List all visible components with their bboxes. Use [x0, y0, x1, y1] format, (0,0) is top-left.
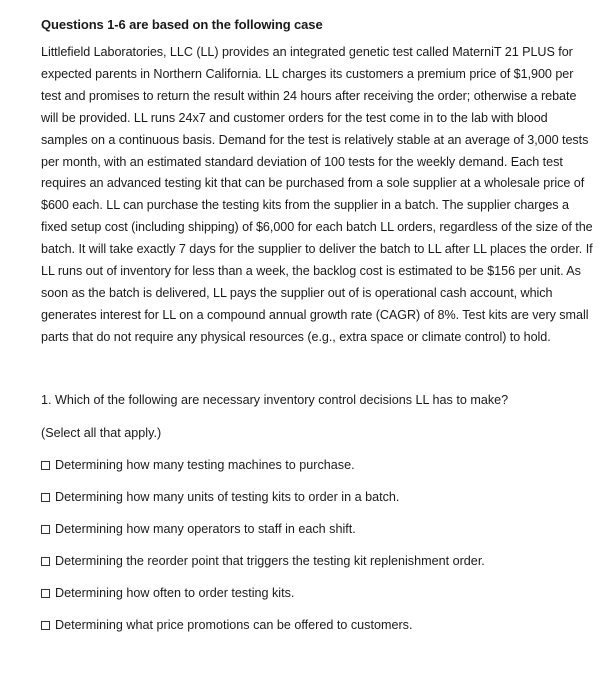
case-heading: Questions 1-6 are based on the following case	[41, 17, 323, 32]
option-label: Determining the reorder point that triggers the testing kit replenishment order.	[55, 554, 485, 568]
option-batch-size[interactable]	[41, 490, 399, 504]
checkbox-icon[interactable]	[41, 493, 50, 502]
option-label: Determining how many units of testing kits to order in a batch.	[55, 490, 400, 504]
option-order-frequency[interactable]	[41, 586, 294, 600]
question-instruction: (Select all that apply.)	[41, 426, 162, 440]
checkbox-icon[interactable]	[41, 621, 50, 630]
option-testing-machines[interactable]	[41, 458, 355, 472]
option-label: Determining how many operators to staff in each shift.	[55, 522, 356, 536]
question-prompt: 1. Which of the following are necessary inventory control decisions LL has to make?	[41, 393, 509, 407]
option-reorder-point[interactable]	[41, 554, 485, 568]
case-document	[41, 16, 593, 632]
checkbox-icon[interactable]	[41, 525, 50, 534]
option-label: Determining what price promotions can be offered to customers.	[55, 618, 413, 632]
option-price-promotions[interactable]	[41, 618, 412, 632]
checkbox-icon[interactable]	[41, 589, 50, 598]
option-label: Determining how many testing machines to purchase.	[55, 458, 355, 472]
option-label: Determining how often to order testing kits.	[55, 586, 295, 600]
checkbox-icon[interactable]	[41, 557, 50, 566]
option-operators[interactable]	[41, 522, 356, 536]
checkbox-icon[interactable]	[41, 461, 50, 470]
case-description: Littlefield Laboratories, LLC (LL) provides an integrated genetic test called MaterniT 21 PLUS for expected parents in Northern California. LL charges its customers a premium price of $1,900 per test and promises to return the result within 24 hours after receiving the order; otherwise a rebate will be provided. LL runs 24x7 and customer orders for the test come in to the lab with blood samples on a continuous basis. Demand for the test is relatively stable at an average of 3,000 tests per month, with an estimated standard deviation of 100 tests for the weekly demand. Each test requires an advanced testing kit that can be purchased from a sole supplier at a wholesale price of $600 each. LL can purchase the testing kits from the supplier in a batch. The supplier charges a fixed setup cost (including shipping) of $6,000 for each batch LL orders, regardless of the size of the batch. It will take exactly 7 days for the supplier to deliver the batch to LL after LL places the order. If LL runs out of inventory for less than a week, the backlog cost is estimated to be $156 per unit. As soon as the batch is delivered, LL pays the supplier out of is operational cash account, which generates interest for LL on a compound annual growth rate (CAGR) of 8%. Test kits are very small parts that do not require any physical resources (e.g., extra space or climate control) to hold.	[41, 45, 593, 344]
